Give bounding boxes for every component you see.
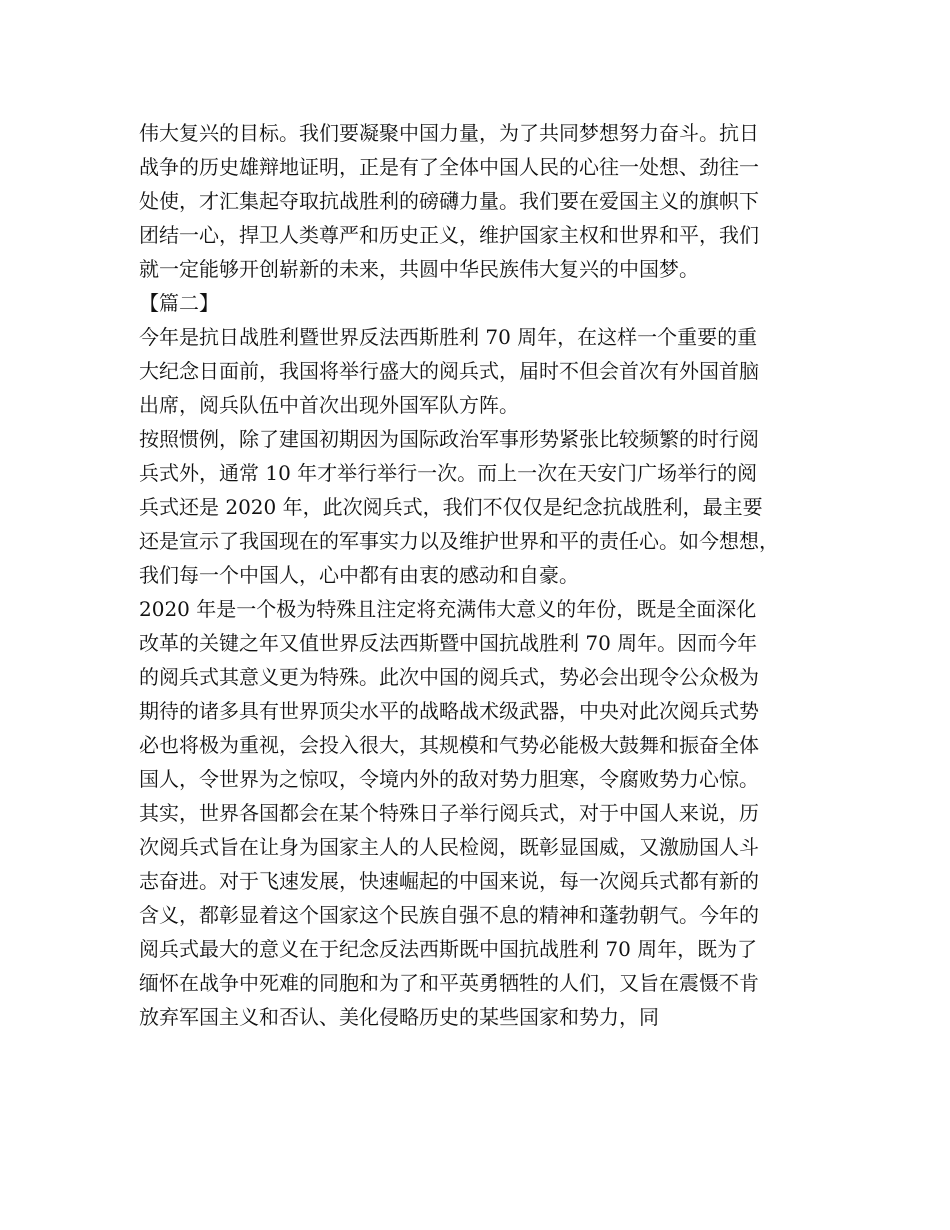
text-line-21: 其实，世界各国都会在某个特殊日子举行阅兵式，对于中国人来说，历	[139, 801, 759, 825]
text-line-22: 次阅兵式旨在让身为国家主人的人民检阅，既彰显国威，又激励国人斗	[139, 835, 759, 859]
text-line-25: 阅兵式最大的意义在于纪念反法西斯既中国抗战胜利 70 周年，既为了	[139, 937, 758, 961]
text-line-26: 缅怀在战争中死难的同胞和为了和平英勇牺牲的人们，又旨在震慑不肯	[139, 971, 759, 995]
text-line-15: 2020 年是一个极为特殊且注定将充满伟大意义的年份，既是全面深化	[139, 597, 757, 621]
text-line-13: 还是宣示了我国现在的军事实力以及维护世界和平的责任心。如今想想，	[139, 529, 779, 553]
text-line-19: 必也将极为重视，会投入很大，其规模和气势必能极大鼓舞和振奋全体	[139, 733, 759, 757]
text-line-14: 我们每一个中国人，心中都有由衷的感动和自豪。	[139, 563, 579, 587]
text-line-8: 大纪念日面前，我国将举行盛大的阅兵式，届时不但会首次有外国首脑	[139, 359, 759, 383]
text-line-5: 就一定能够开创崭新的未来，共圆中华民族伟大复兴的中国梦。	[139, 257, 699, 281]
text-line-23: 志奋进。对于飞速发展，快速崛起的中国来说，每一次阅兵式都有新的	[139, 869, 759, 893]
body-text	[139, 116, 829, 1034]
text-line-4: 团结一心，捍卫人类尊严和历史正义，维护国家主权和世界和平，我们	[139, 223, 759, 247]
text-line-10: 按照惯例，除了建国初期因为国际政治军事形势紧张比较频繁的时行阅	[139, 427, 759, 451]
text-line-16: 改革的关键之年又值世界反法西斯暨中国抗战胜利 70 周年。因而今年	[139, 631, 758, 655]
text-line-9: 出席，阅兵队伍中首次出现外国军队方阵。	[139, 393, 519, 417]
text-line-12: 兵式还是 2020 年，此次阅兵式，我们不仅仅是纪念抗战胜利，最主要	[139, 495, 763, 519]
text-line-3: 处使，才汇集起夺取抗战胜利的磅礴力量。我们要在爱国主义的旗帜下	[139, 189, 759, 213]
text-line-20: 国人，令世界为之惊叹，令境内外的敌对势力胆寒，令腐败势力心惊。	[139, 767, 759, 791]
text-line-18: 期待的诸多具有世界顶尖水平的战略战术级武器，中央对此次阅兵式势	[139, 699, 759, 723]
text-line-27: 放弃军国主义和否认、美化侵略历史的某些国家和势力，同	[139, 1005, 659, 1029]
text-line-2: 战争的历史雄辩地证明，正是有了全体中国人民的心往一处想、劲往一	[139, 155, 759, 179]
text-line-17: 的阅兵式其意义更为特殊。此次中国的阅兵式，势必会出现令公众极为	[139, 665, 759, 689]
text-line-11: 兵式外，通常 10 年才举行举行一次。而上一次在天安门广场举行的阅	[139, 461, 758, 485]
text-line-24: 含义，都彰显着这个国家这个民族自强不息的精神和蓬勃朝气。今年的	[139, 903, 759, 927]
text-line-1: 伟大复兴的目标。我们要凝聚中国力量，为了共同梦想努力奋斗。抗日	[139, 121, 759, 145]
text-line-7: 今年是抗日战胜利暨世界反法西斯胜利 70 周年，在这样一个重要的重	[139, 325, 758, 349]
section-heading: 【篇二】	[139, 291, 219, 315]
